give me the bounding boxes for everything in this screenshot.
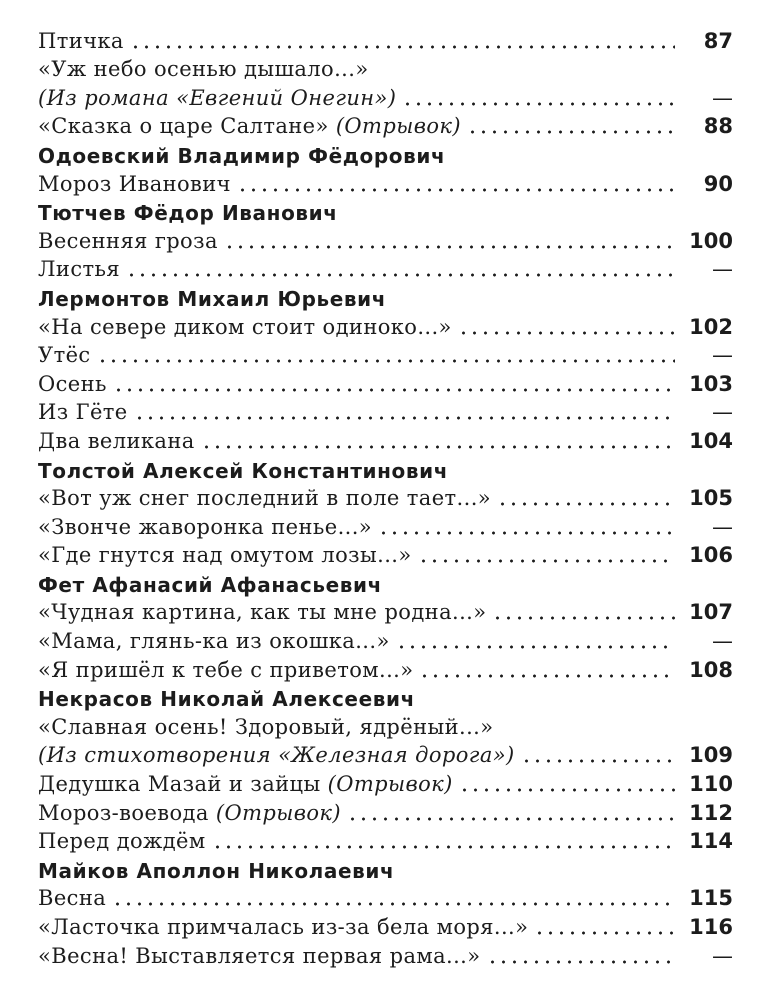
entry-title — [38, 545, 412, 566]
entry-title-text: «Где гнутся над омутом лозы...» — [38, 543, 412, 568]
entry-title-text: «Я пришёл к тебе с приветом...» — [38, 657, 414, 682]
entry-title-text: Мороз Иванович — [38, 171, 231, 196]
toc-entry — [38, 339, 733, 368]
toc-entry — [38, 539, 733, 568]
table-of-contents — [38, 24, 733, 968]
page-number: 90 — [703, 171, 733, 196]
entry-title — [38, 116, 461, 137]
dot-leader — [237, 188, 675, 192]
page-number: 103 — [689, 371, 733, 396]
dot-leader — [418, 559, 675, 563]
entry-title-text: Мороз-воевода — [38, 800, 209, 825]
page-number: 110 — [689, 772, 733, 797]
entry-title — [38, 657, 414, 682]
dot-leader — [112, 902, 675, 906]
entry-note: (Из романа «Евгений Онегин») — [38, 85, 397, 110]
dot-leader — [396, 645, 675, 649]
toc-entry — [38, 81, 733, 110]
page-number: 112 — [689, 800, 733, 825]
entry-title-text: «Звонче жаворонка пенье...» — [38, 514, 373, 539]
entry-note: (Отрывок) — [215, 800, 341, 825]
toc-author-heading — [38, 196, 733, 225]
dot-leader — [521, 759, 675, 763]
toc-entry — [38, 396, 733, 425]
entry-title — [38, 745, 515, 766]
page-number: 109 — [689, 743, 733, 768]
toc-author-heading — [38, 682, 733, 711]
toc-entry — [38, 825, 733, 854]
page-number: — — [712, 85, 733, 110]
entry-title-text: Осень — [38, 371, 107, 396]
entry-title-text: Перед дождём — [38, 829, 206, 854]
entry-title-text: «Уж небо осенью дышало...» — [38, 57, 369, 82]
toc-entry — [38, 739, 733, 768]
page-number: — — [712, 514, 733, 539]
toc-entry — [38, 310, 733, 339]
toc-entry — [38, 224, 733, 253]
entry-title — [38, 631, 390, 652]
dot-leader — [130, 45, 675, 49]
entry-title-text: Дедушка Мазай и зайцы — [38, 772, 321, 797]
page-number: — — [712, 629, 733, 654]
entry-note: (Отрывок) — [335, 114, 461, 139]
entry-title — [38, 371, 107, 396]
entry-title-text: Из Гёте — [38, 400, 128, 425]
entry-title — [38, 402, 128, 423]
page-number: 102 — [689, 314, 733, 339]
entry-title — [38, 171, 231, 196]
page-number: 107 — [689, 600, 733, 625]
toc-entry — [38, 510, 733, 539]
toc-entry — [38, 424, 733, 453]
entry-title-text: Весенняя гроза — [38, 228, 218, 253]
dot-leader — [492, 616, 675, 620]
entry-title — [38, 314, 452, 339]
entry-title — [38, 28, 124, 53]
page-number: 100 — [689, 228, 733, 253]
dot-leader — [97, 359, 675, 363]
page-number: 115 — [689, 886, 733, 911]
entry-title — [38, 602, 486, 623]
toc-entry — [38, 167, 733, 196]
toc-entry — [38, 939, 733, 968]
page-number: 114 — [689, 829, 733, 854]
author-name: Майков Аполлон Николаевич — [38, 858, 395, 883]
dot-leader — [419, 674, 675, 678]
entry-title-text: «Сказка о царе Салтане» — [38, 114, 329, 139]
entry-title-text: Два великана — [38, 428, 195, 453]
toc-entry — [38, 653, 733, 682]
toc-entry — [38, 767, 733, 796]
entry-title-text: Птичка — [38, 28, 124, 53]
entry-title-text: Листья — [38, 257, 120, 282]
entry-title — [38, 888, 106, 909]
entry-title — [38, 774, 453, 795]
page-number: 116 — [689, 915, 733, 939]
dot-leader — [497, 502, 675, 506]
toc-entry — [38, 796, 733, 825]
toc-author-heading — [38, 453, 733, 482]
dot-leader — [458, 331, 675, 335]
toc-entry — [38, 710, 733, 739]
entry-title-text: «Весна! Выставляется первая рама...» — [38, 943, 481, 968]
entry-title — [38, 514, 373, 539]
entry-title-text: Весна — [38, 886, 107, 911]
entry-title-text: «Ласточка примчалась из-за бела моря...» — [38, 915, 529, 939]
dot-leader — [113, 388, 675, 392]
toc-entry — [38, 882, 733, 911]
author-name: Некрасов Николай Алексеевич — [38, 687, 415, 712]
page-number: — — [712, 400, 733, 425]
toc-author-heading — [38, 567, 733, 596]
toc-entry — [38, 367, 733, 396]
entry-title — [38, 800, 341, 825]
dot-leader — [347, 817, 675, 821]
dot-leader — [402, 102, 675, 106]
entry-title — [38, 345, 91, 366]
entry-note: (Отрывок) — [327, 772, 453, 797]
dot-leader — [534, 931, 675, 935]
toc-author-heading — [38, 853, 733, 882]
dot-leader — [467, 130, 675, 134]
toc-author-heading — [38, 138, 733, 167]
entry-title — [38, 59, 369, 80]
entry-title — [38, 917, 528, 938]
page-number: 87 — [703, 28, 733, 53]
dot-leader — [487, 960, 675, 964]
entry-title-text: Утёс — [38, 343, 91, 368]
dot-leader — [134, 416, 675, 420]
author-name: Лермонтов Михаил Юрьевич — [38, 286, 387, 311]
entry-title — [38, 714, 494, 739]
page-number: 104 — [689, 428, 733, 453]
toc-entry — [38, 910, 733, 939]
author-name: Фет Афанасий Афанасьевич — [38, 572, 382, 597]
page-number: 108 — [689, 657, 733, 682]
author-name: Тютчев Фёдор Иванович — [38, 201, 338, 226]
toc-entry — [38, 482, 733, 511]
entry-title — [38, 943, 481, 968]
entry-title-text: «Чудная картина, как ты мне родна...» — [38, 600, 487, 625]
author-name: Толстой Алексей Константинович — [38, 458, 449, 483]
author-name: Одоевский Владимир Фёдорович — [38, 143, 446, 168]
dot-leader — [201, 445, 675, 449]
entry-title — [38, 259, 120, 280]
toc-entry — [38, 53, 733, 82]
entry-title-text: «Славная осень! Здоровый, ядрёный...» — [38, 714, 494, 739]
entry-title-text: «Вот уж снег последний в поле тает...» — [38, 486, 492, 511]
entry-title — [38, 488, 491, 509]
toc-entry — [38, 596, 733, 625]
toc-entry — [38, 624, 733, 653]
dot-leader — [212, 845, 675, 849]
entry-title-text: «Мама, глянь-ка из окошка...» — [38, 629, 390, 654]
toc-entry — [38, 253, 733, 282]
dot-leader — [378, 531, 675, 535]
entry-title — [38, 85, 397, 110]
dot-leader — [224, 245, 675, 249]
toc-entry — [38, 110, 733, 139]
entry-title — [38, 228, 218, 253]
page-number: 106 — [689, 543, 733, 568]
toc-entry — [38, 24, 733, 53]
entry-note: (Из стихотворения «Железная дорога») — [38, 743, 515, 768]
dot-leader — [459, 788, 675, 792]
page-number: 88 — [703, 114, 733, 139]
entry-title — [38, 831, 206, 852]
dot-leader — [126, 273, 675, 277]
page-number: — — [712, 257, 733, 282]
entry-title — [38, 428, 195, 453]
page-number: — — [712, 943, 733, 968]
entry-title-text: «На севере диком стоит одиноко...» — [38, 314, 452, 339]
page-number: 105 — [689, 486, 733, 511]
page-number: — — [712, 343, 733, 368]
toc-author-heading — [38, 281, 733, 310]
